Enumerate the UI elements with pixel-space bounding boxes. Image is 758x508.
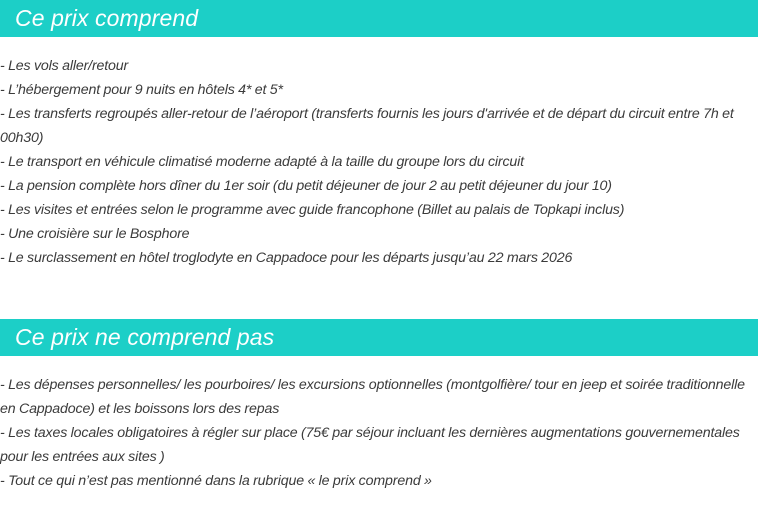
excludes-section-header — [0, 319, 758, 356]
includes-title: Ce prix comprend — [15, 5, 199, 31]
list-item: - Les taxes locales obligatoires à régler sur place (75€ par séjour incluant les dernières augmentations gouvernementales pour les entrées aux sites ) — [0, 425, 740, 465]
list-item: - Une croisière sur le Bosphore — [0, 226, 190, 242]
includes-list — [0, 54, 758, 270]
excludes-list — [0, 373, 758, 493]
list-item: - L’hébergement pour 9 nuits en hôtels 4* et 5* — [0, 82, 283, 98]
includes-section-header — [0, 0, 758, 37]
list-item: - La pension complète hors dîner du 1er soir (du petit déjeuner de jour 2 au petit déjeuner du jour 10) — [0, 178, 612, 194]
excludes-title: Ce prix ne comprend pas — [15, 324, 275, 350]
list-item: - Le surclassement en hôtel troglodyte en Cappadoce pour les départs jusqu’au 22 mars 2026 — [0, 250, 573, 266]
list-item: - Les dépenses personnelles/ les pourboires/ les excursions optionnelles (montgolfière/ tour en jeep et soirée traditionnelle en Cappadoce) et les boissons lors des repas — [0, 377, 745, 417]
list-item: - Les visites et entrées selon le programme avec guide francophone (Billet au palais de Topkapi inclus) — [0, 202, 625, 218]
list-item: - Tout ce qui n’est pas mentionné dans la rubrique « le prix comprend » — [0, 473, 432, 489]
list-item: - Les vols aller/retour — [0, 58, 129, 74]
list-item: - Les transferts regroupés aller-retour de l’aéroport (transferts fournis les jours d'arrivée et de départ du circuit entre 7h et 00h30) — [0, 106, 734, 146]
list-item: - Le transport en véhicule climatisé moderne adapté à la taille du groupe lors du circuit — [0, 154, 524, 170]
